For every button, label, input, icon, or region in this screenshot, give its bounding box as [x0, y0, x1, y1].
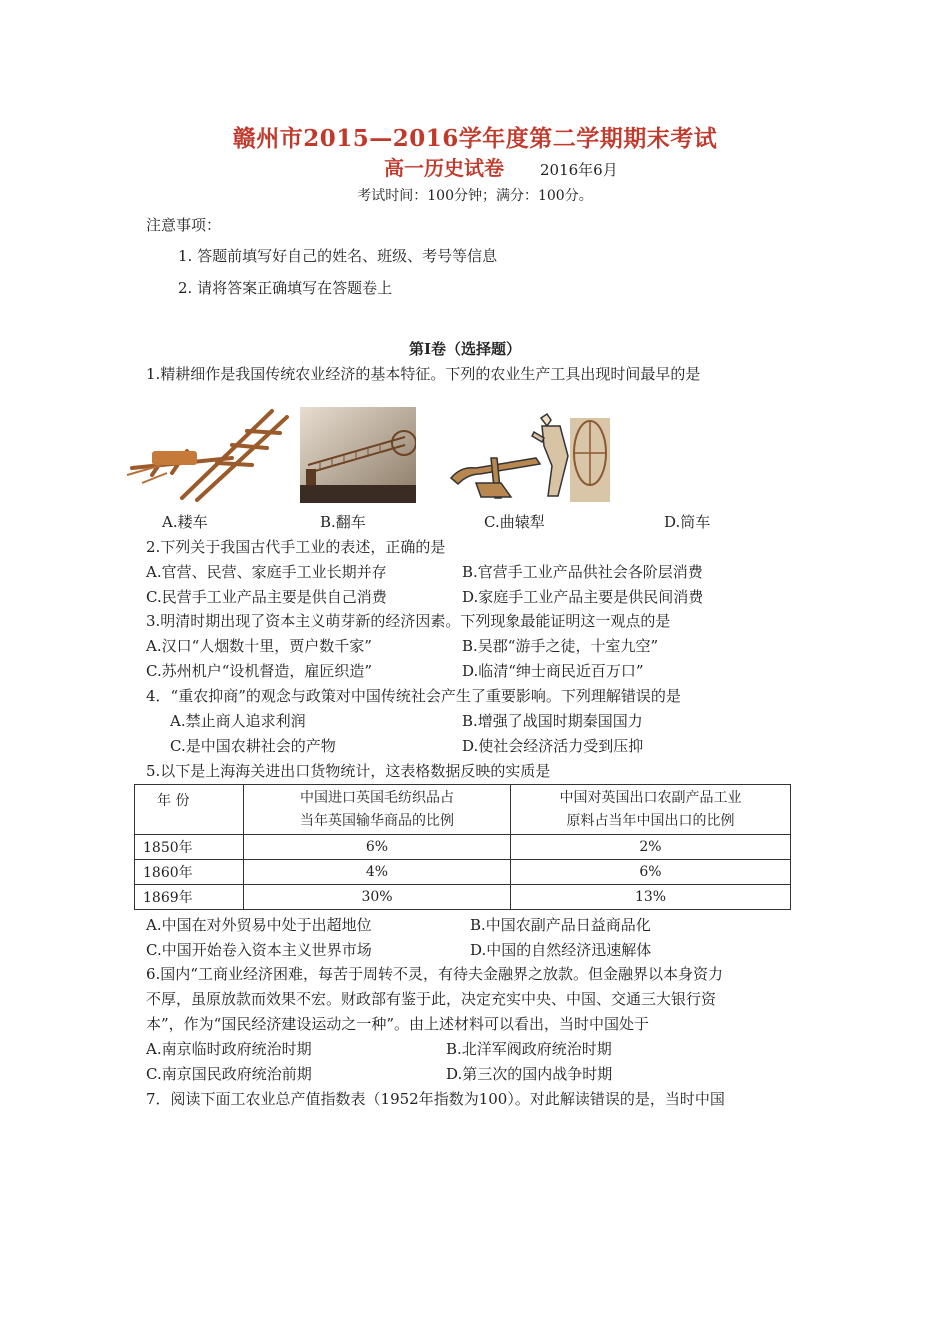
q6-option-a: A.南京临时政府统治时期 — [146, 1040, 312, 1058]
table-cell-value: 2% — [511, 835, 791, 860]
q1-option-c: C.曲辕犁 — [484, 513, 545, 531]
curved-plow-image — [446, 408, 611, 504]
q6-option-d: D.第三次的国内战争时期 — [446, 1065, 613, 1083]
water-wheel-chain-pump-image — [300, 407, 416, 503]
table-cell-value: 6% — [511, 860, 791, 885]
note-item-2: 2. 请将答案正确填写在答题卷上 — [178, 279, 393, 297]
q3-option-a: A.汉口“人烟数十里，贾户数千家” — [146, 637, 372, 655]
q6-line-3: 本”，作为“国民经济建设运动之一种”。由上述材料可以看出，当时中国处于 — [146, 1015, 650, 1033]
q5-option-a: A.中国在对外贸易中处于出超地位 — [146, 916, 372, 934]
table-header-col1-line1: 中国进口英国毛纺织品占 — [300, 789, 454, 806]
q4-option-c: C.是中国农耕社会的产物 — [170, 737, 336, 755]
q4-option-b: B.增强了战国时期秦国国力 — [462, 712, 643, 730]
section-title: 第Ⅰ卷（选择题） — [409, 340, 522, 358]
q6-option-b: B.北洋军阀政府统治时期 — [446, 1040, 612, 1058]
note-item-1: 1. 答题前填写好自己的姓名、班级、考号等信息 — [178, 247, 498, 265]
q5-option-b: B.中国农副产品日益商品化 — [470, 916, 651, 934]
table-header-col2-line2: 原料占当年中国出口的比例 — [566, 812, 735, 829]
table-cell-year: 1850年 — [135, 835, 244, 860]
table-header-col1 — [244, 785, 511, 835]
table-cell-year: 1860年 — [135, 860, 244, 885]
table-row — [135, 885, 791, 910]
q7-stem: 7．阅读下面工农业总产值指数表（1952年指数为100）。对此解读错误的是，当时中国 — [146, 1090, 725, 1108]
q2-option-d: D.家庭手工业产品主要是供民间消费 — [462, 588, 704, 606]
table-row — [135, 860, 791, 885]
q3-option-d: D.临清“绅士商民近百万口” — [462, 662, 644, 680]
q6-line-2: 不厚，虽原放款而效果不宏。财政部有鉴于此，决定充实中央、中国、交通三大银行资 — [146, 990, 717, 1008]
table-row — [135, 835, 791, 860]
exam-title: 赣州市2015—2016学年度第二学期期末考试 — [232, 125, 718, 152]
q3-stem: 3.明清时期出现了资本主义萌芽新的经济因素。下列现象最能证明这一观点的是 — [146, 612, 671, 630]
q1-option-d: D.筒车 — [664, 513, 711, 531]
q5-stem: 5.以下是上海海关进出口货物统计，这表格数据反映的实质是 — [146, 762, 551, 780]
subtitle-row — [384, 152, 618, 181]
q2-option-b: B.官营手工业产品供社会各阶层消费 — [462, 563, 703, 581]
table-header-col2 — [511, 785, 791, 835]
q4-option-a: A.禁止商人追求利润 — [170, 712, 306, 730]
table-cell-value: 6% — [244, 835, 511, 860]
q2-option-a: A.官营、民营、家庭手工业长期并存 — [146, 563, 387, 581]
q1-option-b: B.翻车 — [320, 513, 366, 531]
q6-line-1: 6.国内“工商业经济困难，每苦于周转不灵，有待夫金融界之放款。但金融界以本身资力 — [146, 965, 723, 983]
q5-option-c: C.中国开始卷入资本主义世界市场 — [146, 941, 372, 959]
notes-heading: 注意事项： — [146, 216, 222, 234]
q1-option-a: A.耧车 — [162, 513, 208, 531]
exam-info: 考试时间：100分钟；满分：100分。 — [357, 188, 593, 204]
table-header-col2-line1: 中国对英国出口农副产品工业 — [559, 789, 742, 806]
table-cell-value: 4% — [244, 860, 511, 885]
table-header-row — [135, 785, 791, 835]
exam-subtitle: 高一历史试卷 — [384, 156, 504, 180]
q1-stem: 1.精耕细作是我国传统农业经济的基本特征。下列的农业生产工具出现时间最早的是 — [146, 365, 701, 383]
q6-option-c: C.南京国民政府统治前期 — [146, 1065, 312, 1083]
table-cell-value: 30% — [244, 885, 511, 910]
q4-stem: 4．“重农抑商”的观念与政策对中国传统社会产生了重要影响。下列理解错误的是 — [146, 687, 681, 705]
q5-option-d: D.中国的自然经济迅速解体 — [470, 941, 652, 959]
table-cell-year: 1869年 — [135, 885, 244, 910]
table-header-year: 年 份 — [135, 785, 244, 835]
table-header-col1-line2: 当年英国输华商品的比例 — [300, 812, 454, 829]
q5-table — [134, 784, 791, 910]
table-cell-value: 13% — [511, 885, 791, 910]
q2-stem: 2.下列关于我国古代手工业的表述，正确的是 — [146, 538, 446, 556]
q3-option-c: C.苏州机户“设机督造，雇匠织造” — [146, 662, 373, 680]
q4-option-d: D.使社会经济活力受到压抑 — [462, 737, 644, 755]
q2-option-c: C.民营手工业产品主要是供自己消费 — [146, 588, 387, 606]
seed-drill-image — [122, 403, 292, 503]
exam-date: 2016年6月 — [540, 161, 618, 179]
q3-option-b: B.吴郡“游手之徒，十室九空” — [462, 637, 659, 655]
